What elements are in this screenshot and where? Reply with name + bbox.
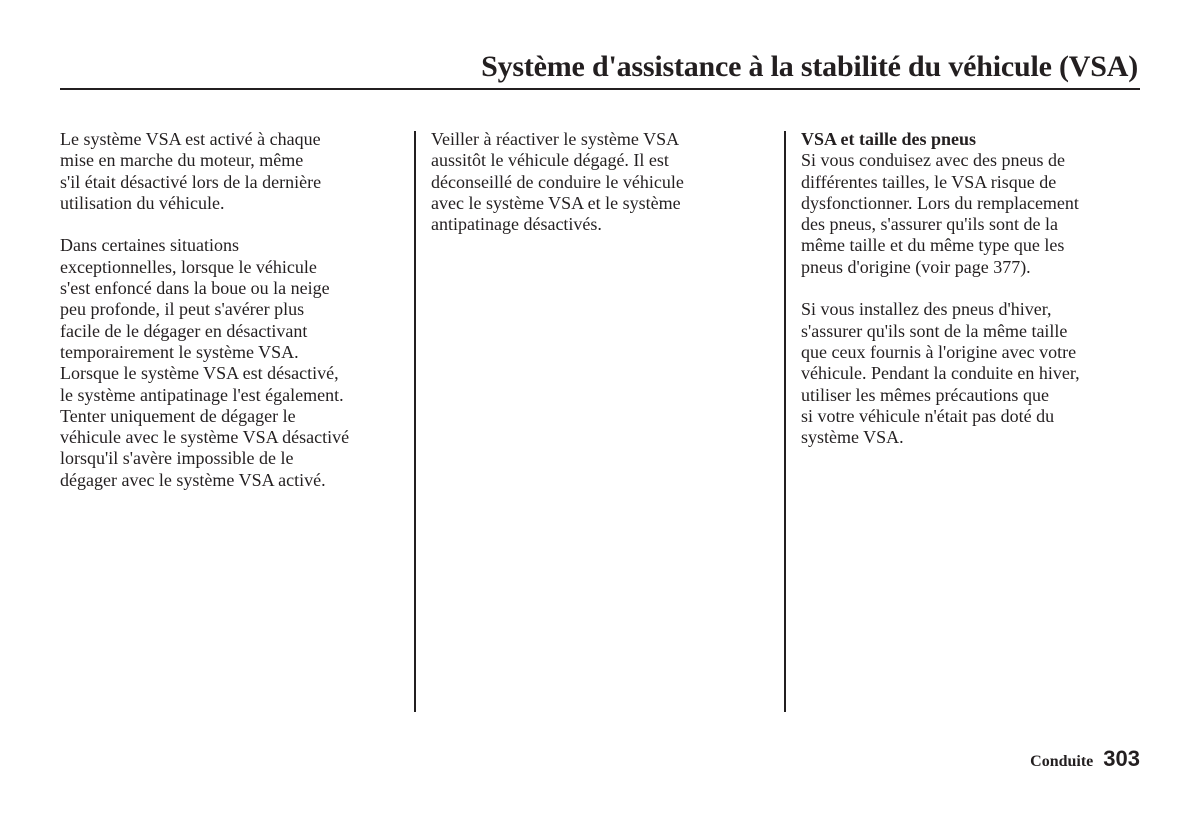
text-line: que ceux fournis à l'origine avec votre	[801, 341, 1077, 362]
text-line: s'assurer qu'ils sont de la même taille	[801, 320, 1068, 341]
text-line: utiliser les mêmes précautions que	[801, 384, 1049, 405]
text-line: Si vous conduisez avec des pneus de	[801, 150, 1065, 171]
section-label: Conduite	[1030, 753, 1094, 770]
paragraph	[60, 129, 405, 214]
text-line: même taille et du même type que les	[801, 235, 1065, 256]
text-line: Dans certaines situations	[60, 235, 239, 256]
text-line: si votre véhicule n'était pas doté du	[801, 405, 1055, 426]
text-line: déconseillé de conduire le véhicule	[431, 171, 684, 192]
text-line: Tenter uniquement de dégager le	[60, 405, 296, 426]
paragraph	[431, 129, 776, 235]
text-line: facile de le dégager en désactivant	[60, 320, 308, 341]
text-line: s'il était désactivé lors de la dernière	[60, 171, 322, 192]
text-line: dégager avec le système VSA activé.	[60, 469, 326, 490]
column-divider	[784, 131, 786, 712]
column-1	[60, 129, 405, 512]
text-line: avec le système VSA et le système	[431, 192, 681, 213]
text-line: lorsqu'il s'avère impossible de le	[60, 448, 294, 469]
text-line: différentes tailles, le VSA risque de	[801, 171, 1057, 192]
page-number: 303	[1103, 746, 1140, 771]
text-line: Lorsque le système VSA est désactivé,	[60, 363, 339, 384]
text-line: le système antipatinage l'est également.	[60, 384, 344, 405]
title-rule	[60, 88, 1140, 90]
text-line: dysfonctionner. Lors du remplacement	[801, 192, 1079, 213]
paragraph	[801, 150, 1146, 278]
text-line: système VSA.	[801, 427, 904, 448]
text-line: véhicule. Pendant la conduite en hiver,	[801, 363, 1080, 384]
text-line: des pneus, s'assurer qu'ils sont de la	[801, 214, 1058, 235]
text-line: utilisation du véhicule.	[60, 192, 225, 213]
text-line: s'est enfoncé dans la boue ou la neige	[60, 278, 330, 299]
text-line: mise en marche du moteur, même	[60, 150, 304, 171]
section-heading: VSA et taille des pneus	[801, 129, 977, 149]
text-line: antipatinage désactivés.	[431, 214, 602, 235]
page-title: Système d'assistance à la stabilité du véhicule (VSA)	[481, 50, 1138, 83]
column-divider	[414, 131, 416, 712]
paragraph	[60, 235, 405, 491]
column-2	[431, 129, 776, 257]
text-line: véhicule avec le système VSA désactivé	[60, 427, 350, 448]
text-line: Le système VSA est activé à chaque	[60, 129, 321, 149]
text-line: temporairement le système VSA.	[60, 341, 299, 362]
text-line: peu profonde, il peut s'avérer plus	[60, 299, 305, 320]
text-line: Veiller à réactiver le système VSA	[431, 129, 680, 149]
text-line: pneus d'origine (voir page 377).	[801, 256, 1031, 277]
paragraph	[801, 299, 1146, 448]
text-line: Si vous installez des pneus d'hiver,	[801, 299, 1052, 320]
column-3	[801, 129, 1146, 470]
page-footer	[1030, 746, 1140, 772]
text-line: aussitôt le véhicule dégagé. Il est	[431, 150, 669, 171]
text-line: exceptionnelles, lorsque le véhicule	[60, 256, 317, 277]
